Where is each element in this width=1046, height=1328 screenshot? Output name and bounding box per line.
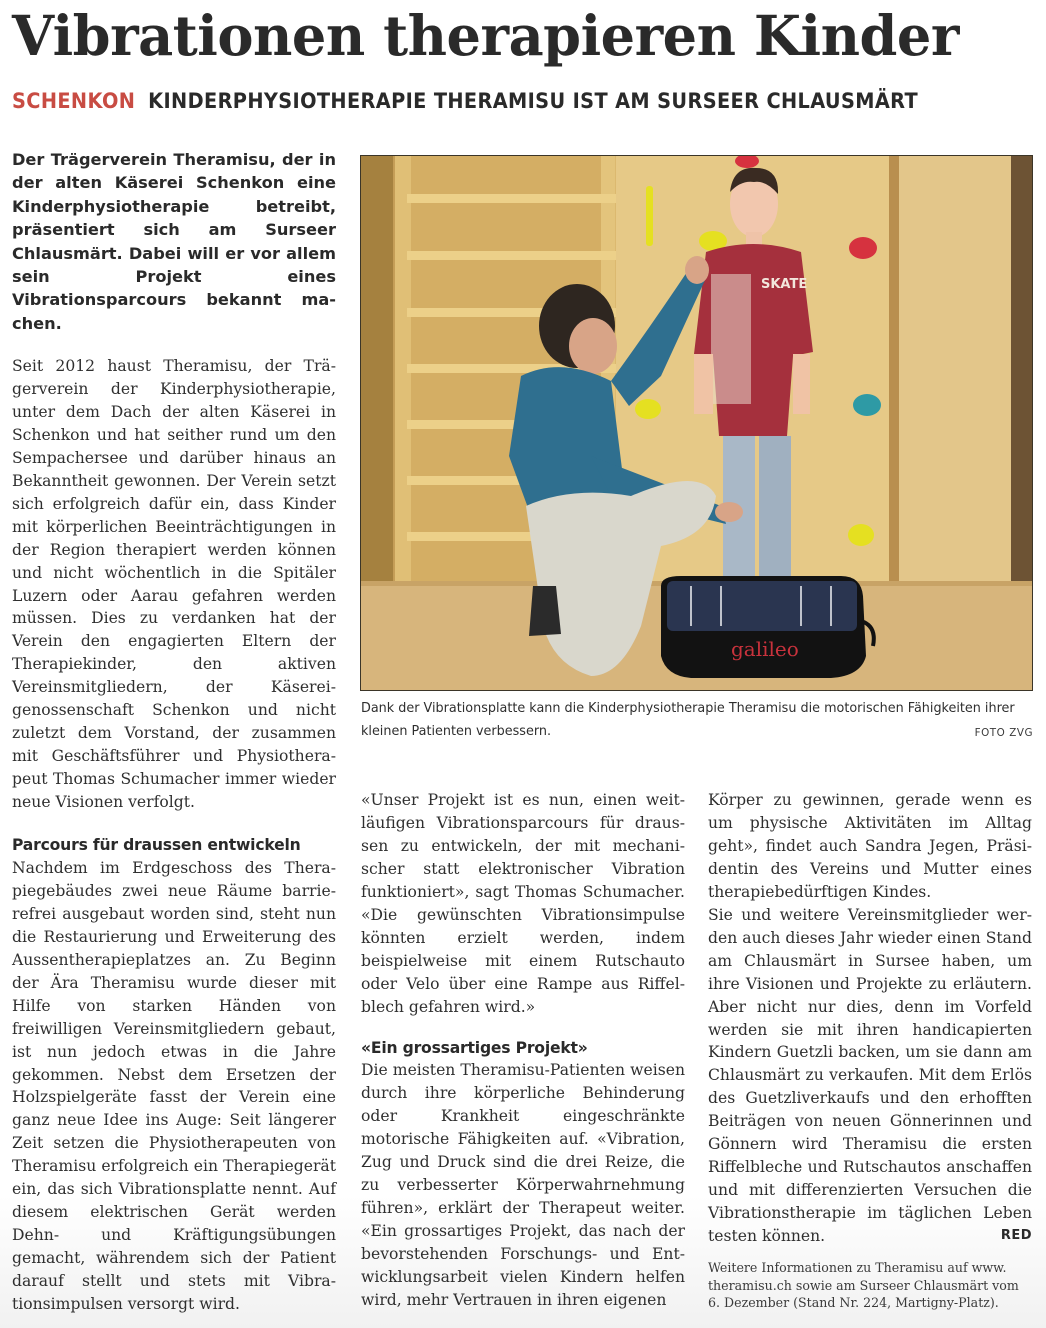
body-paragraph: «Unser Projekt ist es nun, einen weitläufigen Vibrationsparcours für draussen zu entwickeln, der mit mechanischer statt elektronischer Vibration funktioniert», sagt Thomas Schumacher. «Die gewünschten Vibrationsimpulse könnten erzielt werden, indem beispielweise mit einem Rutschauto oder Velo über eine Rampe aus Riffelblech gefahren wird.»	[361, 791, 685, 1016]
headline: Vibrationen therapieren Kinder	[12, 3, 959, 68]
door-panel	[899, 156, 1011, 586]
body-paragraph: Nachdem im Erdgeschoss des Therapiegebäudes zwei neue Räume barrierefrei ausgebaut worden sind, steht nun die Restaurierung und Erweiterung des Aussentherapieplatzes an. Zu Beginn der Ära Theramisu wurde dieser mit Hilfe von starken Händen von freiwilligen Vereinsmitgliedern gebaut, ist nun jedoch etwas in die Jahre gekommen. Nebst dem Ersetzen der Holzspielgeräte fasst der Verein eine ganz neue Idee ins Auge: Seit längerer Zeit setzen die Physiotherapeuten von Theramisu erfolgreich ein Therapiegerät ein, das sich Vibrationsplatte nennt. Auf diesem elektrischen Gerät werden Dehn- und Kräftigungsübungen gemacht, währendem sich der Patient darauf stellt und stets mit Vibrationsimpulsen versorgt wird.	[12, 858, 336, 1314]
shirt-text: SKATE	[761, 277, 808, 292]
photo-caption	[361, 697, 1033, 744]
kicker	[12, 86, 918, 116]
lead-paragraph: Der Trägerverein Theramisu, der in der alten Käserei Schenkon eine Kinderphysiotherapie betreibt, präsentiert sich am Surseer Chlausmärt. Dabei will er vor allem sein Projekt eines Vibrationsparcours bekannt machen.	[12, 150, 336, 333]
kicker-place: SCHENKON	[12, 89, 136, 113]
kicker-subtitle: KINDERPHYSIOTHERAPIE THERAMISU IST AM SURSEER CHLAUSMÄRT	[148, 89, 919, 113]
author-signature: RED	[1000, 1228, 1032, 1244]
subheading: Parcours für draussen entwickeln	[12, 836, 301, 854]
body-paragraph	[708, 904, 1032, 1248]
body-paragraph-continued: Körper zu gewinnen, gerade wenn es um physische Aktivitäten im Alltag geht», findet auch Sandra Jegen, Präsidentin des Vereins und Mutter eines therapiebedürftigen Kindes.	[708, 791, 1032, 901]
body-paragraph: Seit 2012 haust Theramisu, der Trägerverein der Kinderphysiotherapie, unter dem Dach der alten Käserei in Schenkon und hat seither rund um den Sempachersee und darüber hinaus an Bekanntheit gewonnen. Der Verein setzt sich erfolgreich dafür ein, dass Kinder mit körperlichen Beeinträchtigungen in der Region therapiert werden können und nicht wöchentlich in die Spitäler Luzern oder Aarau gefahren werden müssen. Dies zu verdanken hat der Verein den engagierten Eltern der Therapiekinder, den aktiven Vereinsmitgliedern, der Käsereigenossenschaft Schenkon und nicht zuletzt dem Vorstand, der zusammen mit Geschäftsführer und Physiotherapeut Thomas Schumacher immer wieder neue Visionen verfolgt.	[12, 357, 336, 812]
column-1-bottom	[12, 834, 336, 1316]
caption-text: Dank der Vibrationsplatte kann die Kinderphysiotherapie Theramisu die motorischen Fähigkeiten ihrer kleinen Patienten verbessern.	[361, 700, 1015, 739]
column-3	[708, 789, 1032, 1248]
info-box: Weitere Informationen zu Theramisu auf www. theramisu.ch sowie am Surseer Chlausmärt vom 6. Dezember (Stand Nr. 224, Martigny-Platz).	[708, 1260, 1019, 1310]
device-brand: galileo	[731, 637, 799, 661]
article-photo	[360, 155, 1033, 691]
column-1-top	[12, 355, 336, 814]
vibration-plate	[661, 576, 874, 678]
column-2	[361, 789, 685, 1312]
body-paragraph: Die meisten Theramisu-Patienten weisen durch ihre körperliche Behinderung oder Krankheit eingeschränkte motorische Fähigkeiten auf. «Vibration, Zug und Druck sind die drei Reize, die zu verbesserter Körperwahrnehmung führen», erklärt der Therapeut weiter. «Ein grossartiges Projekt, das nach der bevorstehenden Forschungs- und Entwicklungsarbeit vielen Kindern helfen wird, mehr Vertrauen in ihren eigenen	[361, 1061, 685, 1310]
photo-illustration	[361, 156, 1032, 690]
body-text: Sie und weitere Vereinsmitglieder werden auch dieses Jahr wieder einen Stand am Chlausmärt in Sursee haben, um ihre Visionen und Projekte zu erläutern. Aber nicht nur dies, denn im Vorfeld werden sie mit ihren handicapierten Kindern Guetzli backen, um sie dann am Chlausmärt zu verkaufen. Mit dem Erlös des Guetzliverkaufs und den erhofften Beiträgen von neuen Gönnerinnen und Gönnern wird Theramisu die ersten Riffelbleche und Rutschautos anschaffen und mit differenzierten Versuchen die Vibrationstherapie im täglichen Leben testen können.	[708, 905, 1032, 1246]
photo-credit: FOTO ZVG	[974, 726, 1034, 739]
subheading: «Ein grossartiges Projekt»	[361, 1038, 588, 1057]
